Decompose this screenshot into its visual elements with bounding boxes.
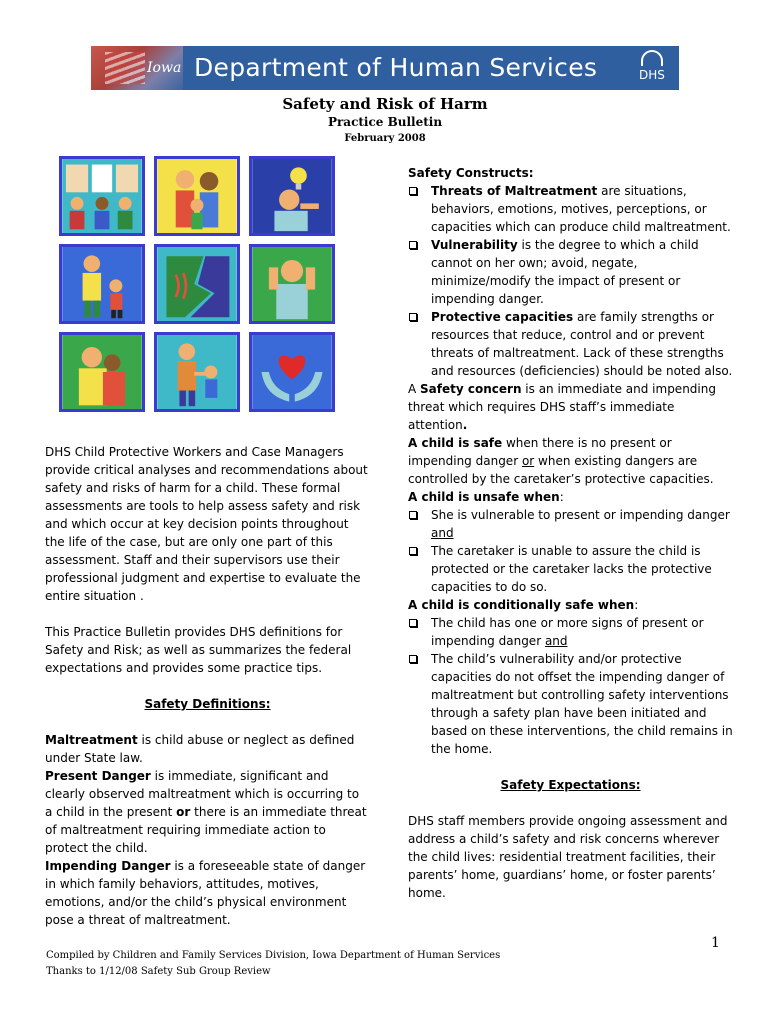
threats-text: are situations, behaviors, emotions, motives, perceptions, or capacities which can produce child maltreatment. <box>431 184 731 234</box>
impending-danger-term: Impending Danger <box>45 859 171 873</box>
definitions-heading: Safety Definitions: <box>144 697 271 711</box>
safe-text-2: when existing dangers are controlled by the caretaker’s protective capacities. <box>408 454 714 486</box>
concern-end: . <box>462 418 468 432</box>
list-item <box>408 236 733 308</box>
safe-term: A child is safe <box>408 436 503 450</box>
safe-or: or <box>521 454 535 468</box>
unsafe-heading: A child is unsafe when <box>408 490 560 504</box>
concern-pre: A <box>408 382 421 396</box>
conditional-colon: : <box>634 598 639 612</box>
banner-iowa-text: Iowa <box>147 60 182 76</box>
heart-in-hands-clipart <box>249 332 335 412</box>
unsafe-item-2: The caretaker is unable to assure the child is protected or the caretaker lacks the protective capacities to do so. <box>431 544 712 594</box>
bulletin-paragraph: This Practice Bulletin provides DHS definitions for Safety and Risk; as well as summarizes the federal expectations and provides some practice tips. <box>45 625 352 675</box>
banner-title: Department of Human Services <box>194 53 598 82</box>
present-danger-definition <box>45 767 370 857</box>
walking-together-clipart <box>154 332 240 412</box>
concern-text: is an immediate and impending threat which requires DHS staff’s immediate attention <box>408 382 716 432</box>
meeting-clipart <box>59 156 145 236</box>
unsafe-and: and <box>431 526 454 540</box>
constructs-heading: Safety Constructs: <box>408 166 534 180</box>
page-date: February 2008 <box>344 133 426 144</box>
maltreatment-definition <box>45 731 370 767</box>
page-subtitle: Practice Bulletin <box>327 115 443 129</box>
list-item <box>408 506 733 542</box>
unsafe-item-1: She is vulnerable to present or impending danger <box>431 508 730 522</box>
dhs-logo-text: DHS <box>639 68 665 82</box>
intro-paragraph: DHS Child Protective Workers and Case Managers provide critical analyses and recommendations about safety and risks of harm for a child. These formal assessments are tools to help assess safety and risk and which occur at key decision points throughout the life of the case, but are only one part of this assessment. Staff and their supervisors use their professional judgment and expertise to evaluate the entire situation . <box>45 445 368 603</box>
impending-danger-text: is a foreseeable state of danger in which family behaviors, attitudes, motives, emotions, and/or the child’s physical environment pose a threat of maltreatment. <box>45 859 366 927</box>
conditional-list <box>408 614 733 758</box>
impending-danger-definition <box>45 857 370 929</box>
unsafe-heading-line <box>408 488 733 506</box>
concern-term: Safety concern <box>420 382 522 396</box>
conditional-and: and <box>544 634 568 648</box>
footer-thanks: Thanks to 1/12/08 Safety Sub Group Review <box>46 966 271 977</box>
list-item <box>408 614 733 650</box>
conditional-item-2: The child’s vulnerability and/or protective capacities do not offset the impending danger of maltreatment but controlling safety interventions through a safety plan have been initiated and based on these interventions, the child remains in the home. <box>431 652 733 756</box>
unsafe-colon: : <box>559 490 564 504</box>
hug-clipart <box>59 332 145 412</box>
broken-heart-clipart <box>154 244 240 324</box>
right-column <box>408 164 733 902</box>
left-column <box>45 443 370 929</box>
footer-credit: Compiled by Children and Family Services Division, Iowa Department of Human Services <box>46 950 501 961</box>
thinking-person-clipart <box>249 156 335 236</box>
list-item <box>408 182 733 236</box>
unsafe-list <box>408 506 733 596</box>
present-danger-text-2: there is an immediate threat of maltreatment requiring immediate action to protect the child. <box>45 805 367 855</box>
child-safe-definition <box>408 434 733 488</box>
protective-term: Protective capacities <box>431 310 574 324</box>
maltreatment-text: is child abuse or neglect as defined under State law. <box>45 733 355 765</box>
conditional-item-1: The child has one or more signs of present or impending danger <box>431 616 704 648</box>
present-danger-text-1: is immediate, significant and clearly observed maltreatment which is occurring to a child in the present <box>45 769 360 819</box>
constructs-list <box>408 182 733 380</box>
safe-text-1: when there is no present or impending danger <box>408 436 672 468</box>
vulnerability-term: Vulnerability <box>431 238 518 252</box>
capitol-dome-icon <box>641 50 663 66</box>
conditional-heading: A child is conditionally safe when <box>408 598 635 612</box>
safety-concern-definition <box>408 380 733 434</box>
page-title: Safety and Risk of Harm <box>282 95 488 113</box>
present-danger-term: Present Danger <box>45 769 151 783</box>
list-item <box>408 542 733 596</box>
parent-child-clipart <box>59 244 145 324</box>
expectations-paragraph: DHS staff members provide ongoing assessment and address a child’s safety and risk concerns wherever the child lives: residential treatment facilities, their parents’ home, guardians’ home, or foster parents’ home. <box>408 814 728 900</box>
dhs-banner <box>91 46 679 90</box>
family-clipart <box>154 156 240 236</box>
conditional-heading-line <box>408 596 733 614</box>
maltreatment-term: Maltreatment <box>45 733 138 747</box>
threats-term: Threats of Maltreatment <box>431 184 598 198</box>
expectations-heading: Safety Expectations: <box>500 778 641 792</box>
clipart-collage <box>59 156 337 412</box>
list-item <box>408 308 733 380</box>
dhs-logo <box>635 50 669 82</box>
vulnerability-text: is the degree to which a child cannot on her own; avoid, negate, minimize/modify the impact of present or impending danger. <box>431 238 699 306</box>
distressed-person-clipart <box>249 244 335 324</box>
protective-text: are family strengths or resources that reduce, control and or prevent threats of maltreatment. Lack of these strengths and resources (deficiencies) should be noted also. <box>431 310 733 378</box>
present-danger-or: or <box>176 805 191 819</box>
list-item <box>408 650 733 758</box>
page-number: 1 <box>711 935 720 951</box>
